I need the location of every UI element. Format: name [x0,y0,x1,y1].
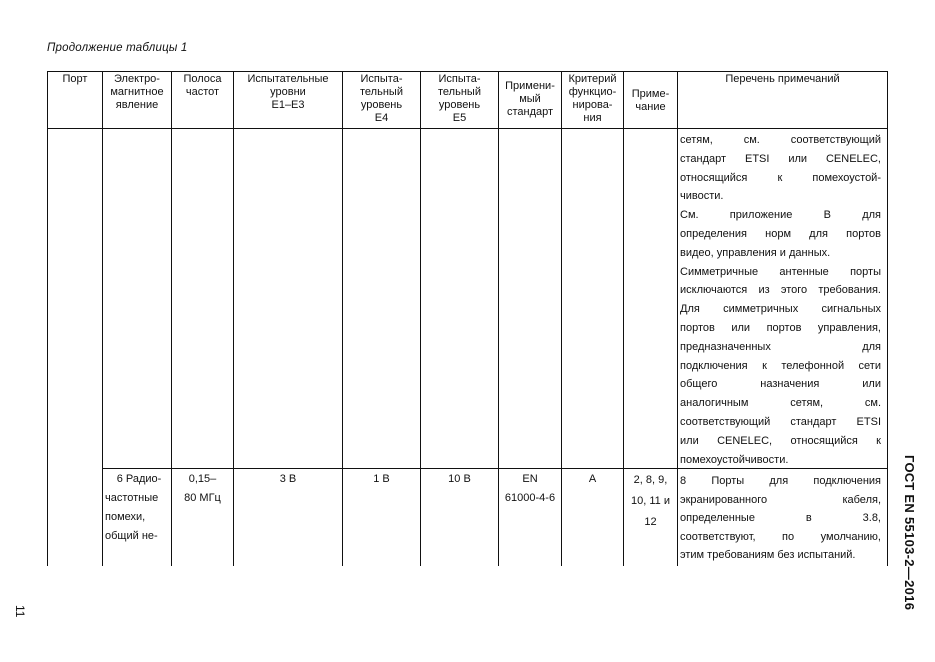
row6-notes-list: 8 Порты для подключения экранированного кабеля, определенные в 3.8, соответствуют, по умолчанию, этим требованиям без испытаний. [680,475,881,562]
row6-e4: 1 В [373,473,390,485]
header-level-e4: Испыта- тельный уровень Е4 [360,73,403,124]
row6-phenomenon: 6 Радио- частотные помехи, общий не- [105,473,162,542]
header-criterion: Критерий функцио- нирова- ния [568,73,617,124]
row6-criterion: А [588,473,597,485]
row6-e1-e3: 3 В [279,473,297,485]
row6-standard: EN 61000-4-6 [504,473,556,504]
page-number: 11 [13,605,27,618]
header-levels-e1-e3: Испытательные уровни Е1–Е3 [247,73,329,111]
row6-band: 0,15– 80 МГц [184,473,221,504]
header-note: Приме- чание [631,88,670,113]
header-port: Порт [62,73,88,85]
table-caption: Продолжение таблицы 1 [47,42,188,54]
header-level-e5: Испыта- тельный уровень Е5 [438,73,481,124]
row6-e5: 10 В [448,473,471,485]
header-standard: Примени- мый стандарт [505,80,555,118]
header-band: Полоса частот [183,73,222,98]
header-phenomenon: Электро- магнитное явление [110,73,164,111]
document-standard-title: ГОСТ EN 55103-2—2016 [902,455,917,611]
row6-note: 2, 8, 9, 10, 11 и 12 [631,474,670,528]
notes-continuation: сетям, см. соответствующий стандарт ETSI или CENELEC, относящийся к помехоустой- чивости. См. приложение В для определения норм для портов видео, управления и данных. Симметричные антенные порты исключаются из этого требования. Для симметричных сигнальных портов или портов управления, предназначенных для подключения к телефонной сети общего назначения или аналогичным сетям, см. соответствующий стандарт ETSI или CENELEC, относящийся к помехоустойчивости. [680,134,881,466]
header-notes-list: Перечень примечаний [725,73,840,85]
